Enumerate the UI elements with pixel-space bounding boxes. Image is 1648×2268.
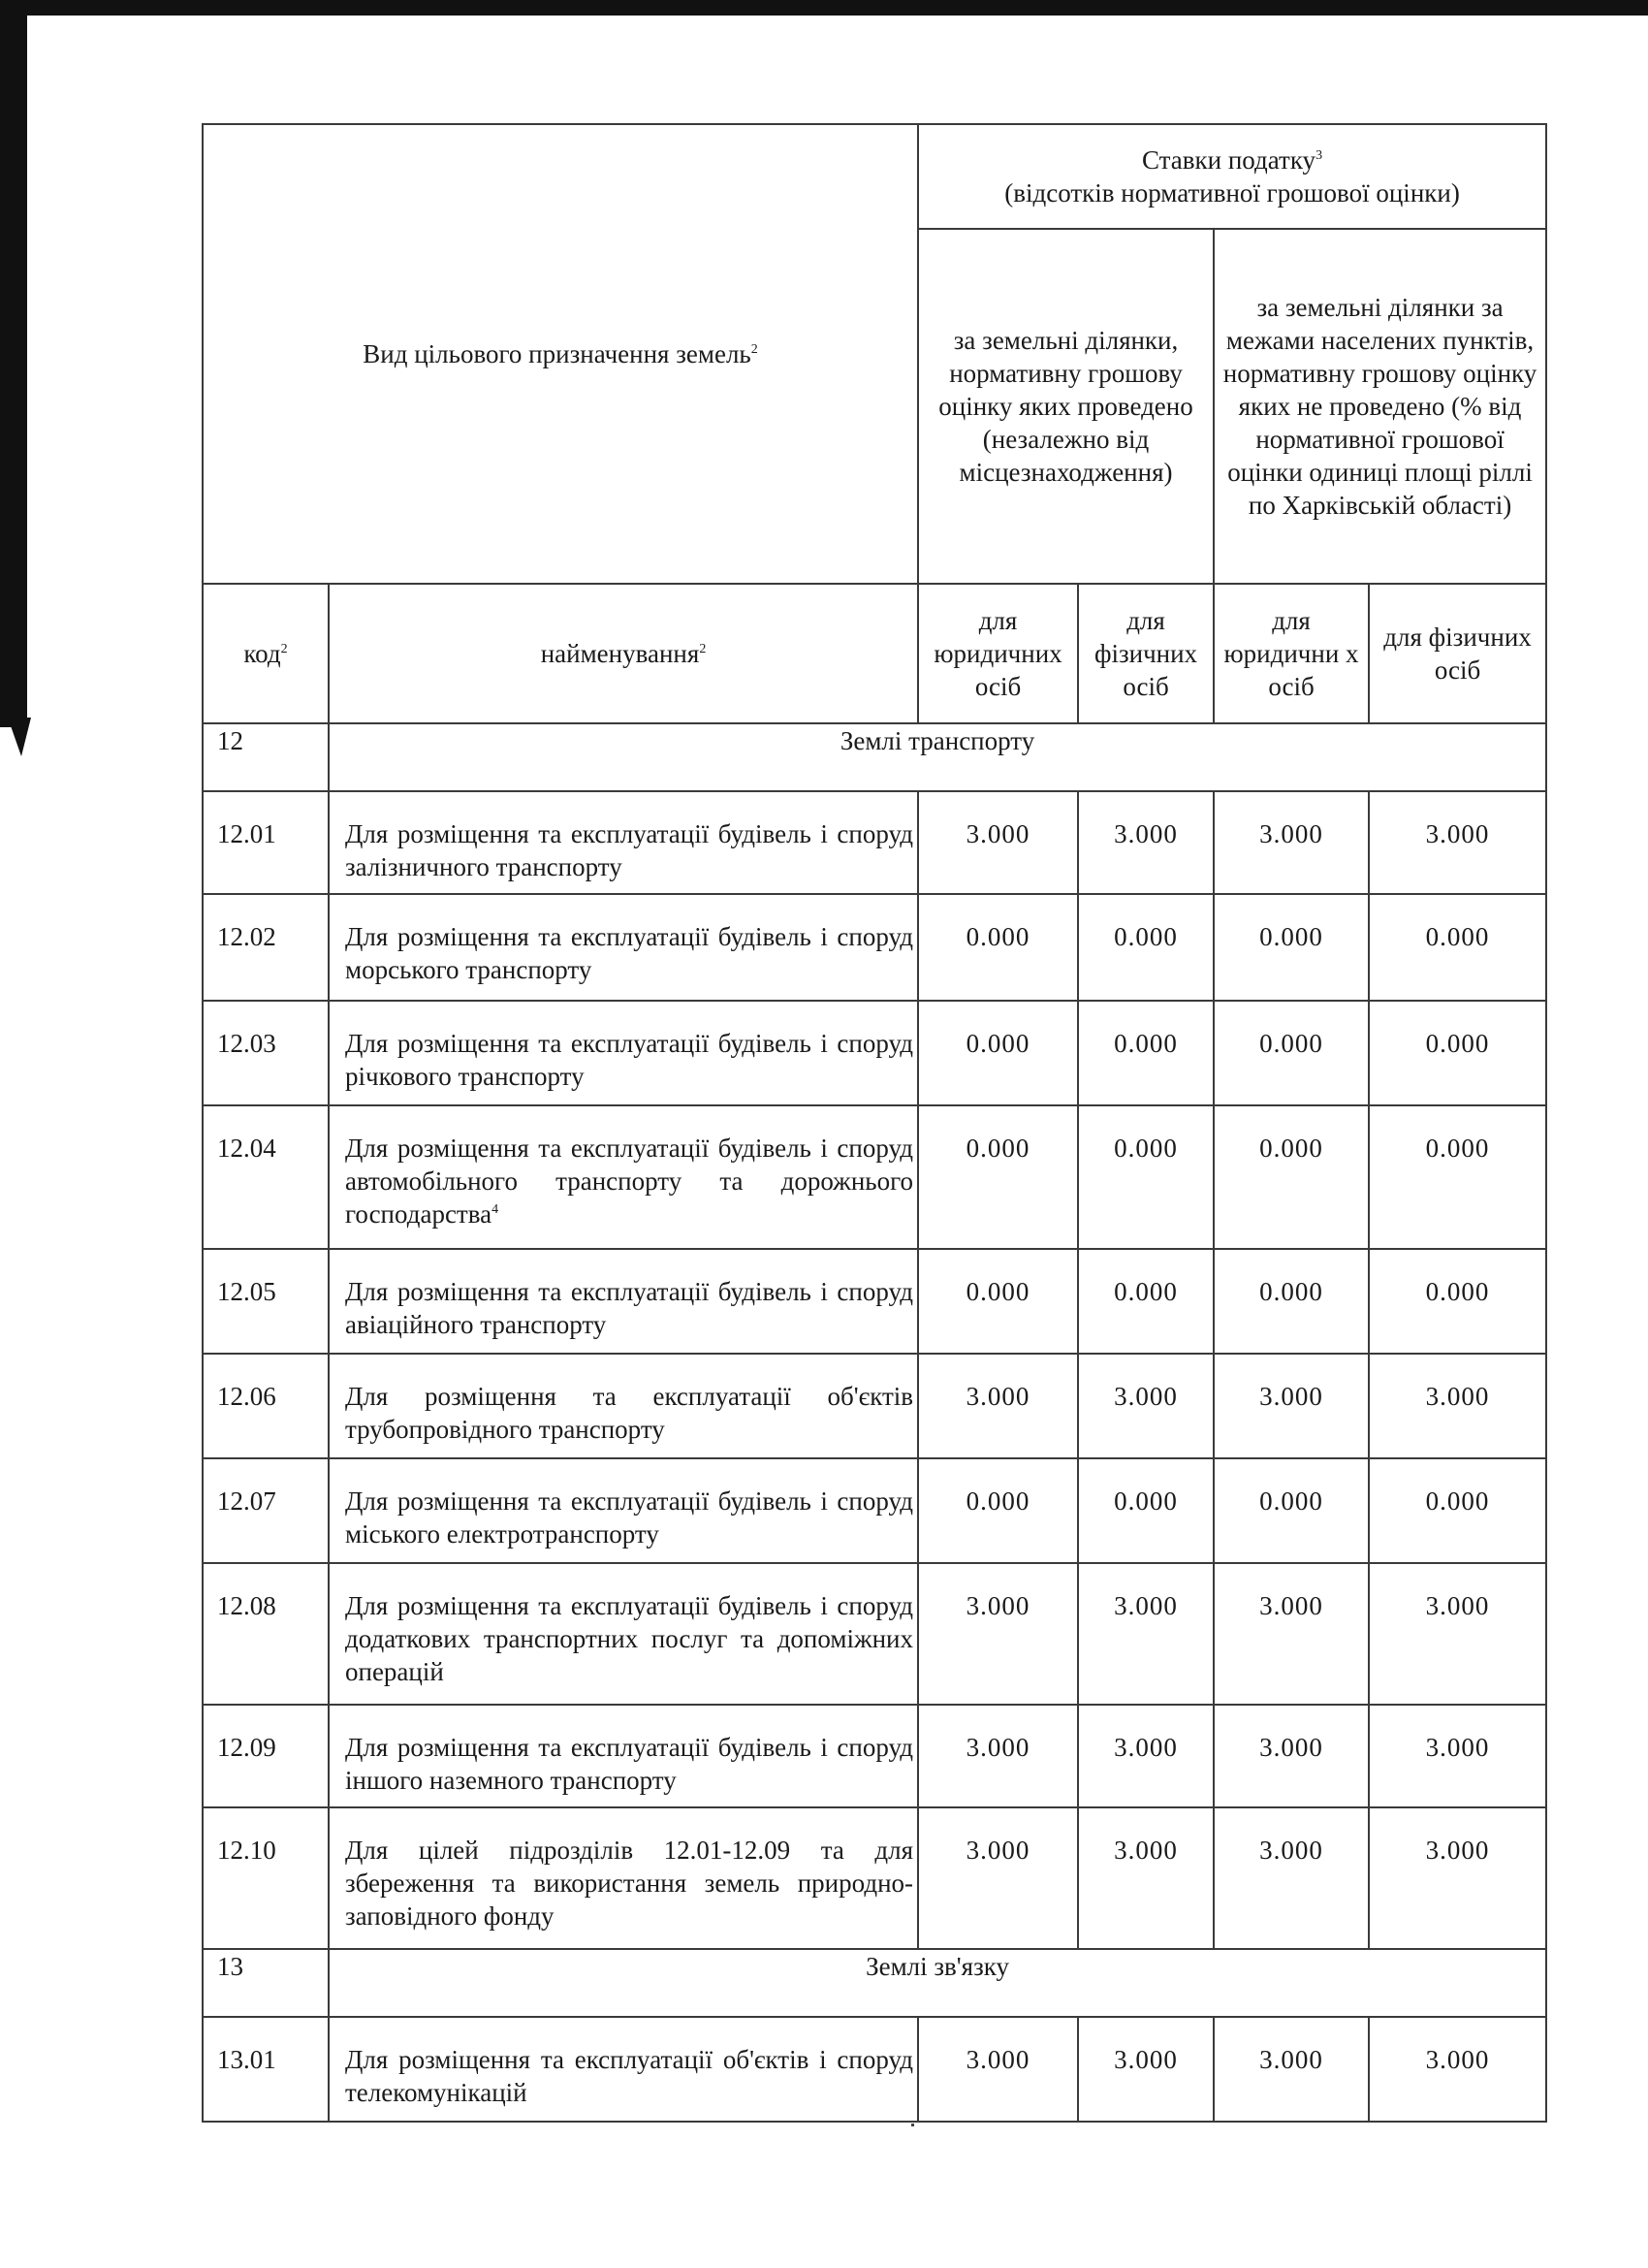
- rate-value: 3.000: [918, 1354, 1078, 1458]
- rate-value: 3.000: [1369, 1563, 1546, 1705]
- rate-value: 3.000: [918, 1807, 1078, 1949]
- rate-value: 3.000: [1214, 1705, 1369, 1807]
- row-name: [329, 1705, 918, 1807]
- header-name: [329, 584, 918, 723]
- rate-value: 0.000: [1214, 1458, 1369, 1563]
- row-name-text: Для розміщення та експлуатації будівель і споруд морського транспорту: [345, 922, 914, 984]
- section-code: 12: [203, 723, 329, 791]
- rate-value: 3.000: [918, 1705, 1078, 1807]
- header-rates-title-line2: (відсотків нормативної грошової оцінки): [1004, 178, 1460, 208]
- row-name-text: Для цілей підрозділів 12.01-12.09 та для збереження та використання земель природно-заповідного фонду: [345, 1836, 914, 1931]
- rate-value: 0.000: [1214, 894, 1369, 1001]
- rate-value: 0.000: [918, 894, 1078, 1001]
- rate-value: 0.000: [1078, 894, 1214, 1001]
- rate-value: 0.000: [1214, 1105, 1369, 1249]
- section-code: 13: [203, 1949, 329, 2017]
- row-name: [329, 2017, 918, 2122]
- rate-value: 0.000: [918, 1458, 1078, 1563]
- header-not-valued-text: за земельні ділянки за межами населених пунктів, нормативну грошову оцінку яких не проведено (% від нормативної грошової оцінки одиниці площі ріллі по Харківській області): [1222, 293, 1537, 520]
- table-row: [203, 1458, 1546, 1563]
- table-row: [203, 1705, 1546, 1807]
- rate-value: 3.000: [1214, 2017, 1369, 2122]
- header-name-sup: 2: [699, 642, 707, 656]
- row-name-text: Для розміщення та експлуатації будівель і споруд авіаційного транспорту: [345, 1277, 914, 1339]
- rate-value: 0.000: [1078, 1458, 1214, 1563]
- table-row: [203, 1249, 1546, 1354]
- row-code: 12.06: [203, 1354, 329, 1458]
- header-legal-not-valued: для юридични х осіб: [1214, 584, 1369, 723]
- row-name: [329, 1001, 918, 1105]
- rate-value: 3.000: [1369, 1705, 1546, 1807]
- header-physical-valued: для фізичних осіб: [1078, 584, 1214, 723]
- rate-value: 0.000: [1214, 1001, 1369, 1105]
- row-name: [329, 1105, 918, 1249]
- rate-value: 3.000: [1369, 2017, 1546, 2122]
- row-code: 12.10: [203, 1807, 329, 1949]
- section-row: [203, 1949, 1546, 2017]
- table-row: [203, 894, 1546, 1001]
- row-name: [329, 1807, 918, 1949]
- rate-value: 0.000: [918, 1105, 1078, 1249]
- header-valued: [918, 229, 1214, 584]
- table-row: [203, 1001, 1546, 1105]
- table-row: [203, 791, 1546, 894]
- row-name: [329, 1563, 918, 1705]
- table-row: [203, 1563, 1546, 1705]
- rate-value: 3.000: [1214, 1563, 1369, 1705]
- row-name: [329, 1249, 918, 1354]
- rate-value: 3.000: [1214, 1354, 1369, 1458]
- rate-value: 3.000: [1078, 1354, 1214, 1458]
- row-code: 12.01: [203, 791, 329, 894]
- header-rates-title-line1: Ставки податку: [1142, 145, 1316, 175]
- rate-value: 3.000: [1369, 791, 1546, 894]
- row-name-text: Для розміщення та експлуатації будівель і споруд додаткових транспортних послуг та допоміжних операцій: [345, 1591, 914, 1686]
- row-name-text: Для розміщення та експлуатації будівель і споруд залізничного транспорту: [345, 819, 914, 881]
- rate-value: 0.000: [918, 1001, 1078, 1105]
- rate-value: 0.000: [1078, 1001, 1214, 1105]
- scan-speck: [911, 2124, 914, 2126]
- rate-value: 3.000: [1214, 1807, 1369, 1949]
- rate-value: 3.000: [1214, 791, 1369, 894]
- rate-value: 0.000: [1369, 894, 1546, 1001]
- rate-value: 3.000: [918, 1563, 1078, 1705]
- header-rates-title: [918, 124, 1546, 229]
- rate-value: 0.000: [1369, 1001, 1546, 1105]
- rate-value: 0.000: [1369, 1458, 1546, 1563]
- rate-value: 3.000: [1078, 1705, 1214, 1807]
- table-row: [203, 2017, 1546, 2122]
- header-legal-valued: для юридичних осіб: [918, 584, 1078, 723]
- rate-value: 3.000: [918, 791, 1078, 894]
- section-title: Землі транспорту: [329, 723, 1546, 791]
- rate-value: 3.000: [1078, 791, 1214, 894]
- header-rates-title-sup: 3: [1315, 148, 1323, 163]
- rate-value: 3.000: [1078, 1807, 1214, 1949]
- table-row: [203, 1354, 1546, 1458]
- row-code: 12.04: [203, 1105, 329, 1249]
- row-code: 13.01: [203, 2017, 329, 2122]
- row-code: 12.05: [203, 1249, 329, 1354]
- table-row: [203, 1807, 1546, 1949]
- row-name: [329, 894, 918, 1001]
- row-code: 12.02: [203, 894, 329, 1001]
- header-valued-text: за земельні ділянки, нормативну грошову оцінку яких проведено (незалежно від місцезнаходження): [938, 326, 1193, 487]
- table-row: [203, 1105, 1546, 1249]
- rate-value: 0.000: [918, 1249, 1078, 1354]
- rate-value: 0.000: [1078, 1105, 1214, 1249]
- rate-value: 3.000: [1078, 2017, 1214, 2122]
- row-name: [329, 791, 918, 894]
- row-name-text: Для розміщення та експлуатації об'єктів трубопровідного транспорту: [345, 1382, 914, 1444]
- row-name: [329, 1354, 918, 1458]
- header-code-text: код: [243, 639, 281, 668]
- row-name-text: Для розміщення та експлуатації будівель і споруд міського електротранспорту: [345, 1486, 914, 1549]
- rate-value: 3.000: [1369, 1354, 1546, 1458]
- header-physical-not-valued: для фізичних осіб: [1369, 584, 1546, 723]
- row-name-text: Для розміщення та експлуатації будівель і споруд іншого наземного транспорту: [345, 1733, 914, 1795]
- header-type-title-sup: 2: [750, 342, 758, 357]
- rate-value: 3.000: [918, 2017, 1078, 2122]
- rate-value: 0.000: [1369, 1105, 1546, 1249]
- row-code: 12.09: [203, 1705, 329, 1807]
- header-name-text: найменування: [540, 639, 700, 668]
- header-not-valued: [1214, 229, 1546, 584]
- row-code: 12.03: [203, 1001, 329, 1105]
- header-type-title-text: Вид цільового призначення земель: [363, 339, 751, 368]
- row-name-text: Для розміщення та експлуатації об'єктів і споруд телекомунікацій: [345, 2045, 914, 2107]
- rate-value: 3.000: [1369, 1807, 1546, 1949]
- header-code: [203, 584, 329, 723]
- rate-value: 0.000: [1369, 1249, 1546, 1354]
- tax-rates-table: [202, 123, 1547, 2123]
- row-code: 12.07: [203, 1458, 329, 1563]
- scan-border-top: [0, 0, 1648, 16]
- rate-value: 0.000: [1214, 1249, 1369, 1354]
- header-type-title: [203, 124, 918, 584]
- scan-border-left: [0, 0, 27, 727]
- section-row: [203, 723, 1546, 791]
- row-name-footnote: 4: [491, 1202, 499, 1217]
- row-name-text: Для розміщення та експлуатації будівель і споруд автомобільного транспорту та дорожнього господарства: [345, 1134, 914, 1229]
- scan-border-left-tail: [8, 718, 31, 756]
- section-title: Землі зв'язку: [329, 1949, 1546, 2017]
- row-name: [329, 1458, 918, 1563]
- rate-value: 3.000: [1078, 1563, 1214, 1705]
- header-code-sup: 2: [280, 642, 288, 656]
- rate-value: 0.000: [1078, 1249, 1214, 1354]
- row-code: 12.08: [203, 1563, 329, 1705]
- row-name-text: Для розміщення та експлуатації будівель і споруд річкового транспорту: [345, 1029, 914, 1091]
